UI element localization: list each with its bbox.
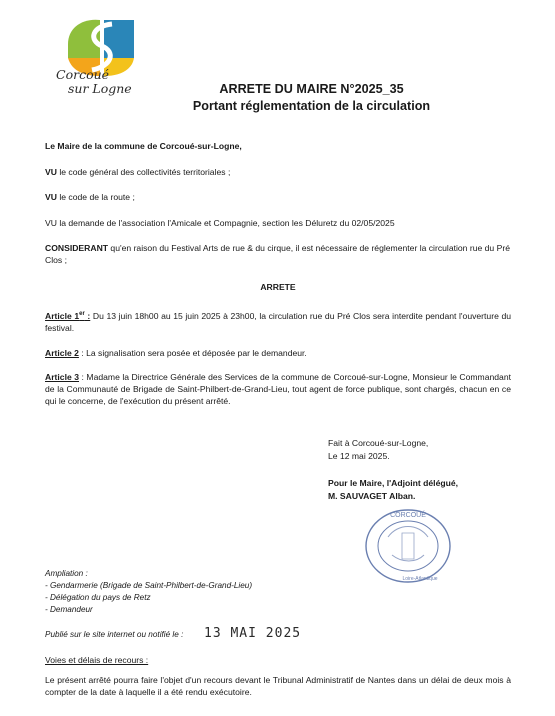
vu-demande: VU la demande de l'association l'Amicale et Compagnie, section les Déluretz du 02/05/2025 [45,218,395,228]
article-3-text: : Madame la Directrice Générale des Services de la commune de Corcoué-sur-Logne, Monsieur le Commandant de la Communauté de Brigade de Saint-Philbert-de-Grand-Lieu, tout agent de force publique, sont chargés, chacun en ce qui le concerne, de l'exécution du présent arrêté. [45,372,511,406]
stamp-bottom-text: Loire-Atlantique [402,576,438,582]
logo-line-1: Corcoué [56,67,110,82]
article-2 [45,347,511,359]
logo-line-2: sur Logne [68,81,132,96]
article-3-label: Article 3 [45,372,80,382]
recours-title: Voies et délais de recours : [45,655,149,665]
signature-date: Le 12 mai 2025. [328,451,390,461]
ampliation-item: - Gendarmerie (Brigade de Saint-Philbert-de-Grand-Lieu) [45,581,253,590]
stamp-top-text: CORCOUÉ [390,512,426,519]
article-3 [45,371,511,407]
recours-text: Le présent arrêté pourra faire l'objet d'un recours devant le Tribunal Administratif de Nantes dans un délai de deux mois à compter de la date à laquelle il a été rendu exécutoire. [45,675,511,697]
maire-line: Le Maire de la commune de Corcoué-sur-Logne, [45,141,242,151]
publication-date-stamp: 13 MAI 2025 [204,626,302,641]
article-2-text: : La signalisation sera posée et déposée par le demandeur. [78,348,307,358]
arrete-heading: ARRETE [260,282,296,292]
signature-for-mayor: Pour le Maire, l'Adjoint délégué, [328,478,459,488]
vu-text: le code général des collectivités territoriales ; [56,167,231,177]
vu-code-route [45,191,511,203]
vu-text: le code de la route ; [56,192,135,202]
document-subtitle: Portant réglementation de la circulation [192,99,431,113]
article-1-text: Du 13 juin 18h00 au 15 juin 2025 à 23h00, la circulation rue du Pré Clos sera interdite pendant l'ouverture du festival. [45,310,512,333]
vu-lead: VU [45,167,57,177]
ampliation-item: - Délégation du pays de Retz [45,593,151,602]
ampliation-item: - Demandeur [45,605,93,614]
vu-lead: VU [45,192,57,202]
article-1 [45,308,511,334]
considerant-text: qu'en raison du Festival Arts de rue & du cirque, il est nécessaire de réglementer la circulation rue du Pré Clos ; [45,243,510,265]
vu-cgct [45,166,511,178]
signature-name: M. SAUVAGET Alban. [328,491,416,501]
article-2-label: Article 2 [45,348,79,358]
article-1-label: Article 1er : [45,310,91,321]
considerant-lead: CONSIDERANT [45,243,109,253]
signature-place: Fait à Corcoué-sur-Logne, [328,438,429,448]
ampliation-title: Ampliation : [45,569,88,578]
publication-label: Publié sur le site internet ou notifié le : [45,630,184,639]
document-title: ARRETE DU MAIRE N°2025_35 [219,82,404,96]
considerant [45,242,511,266]
